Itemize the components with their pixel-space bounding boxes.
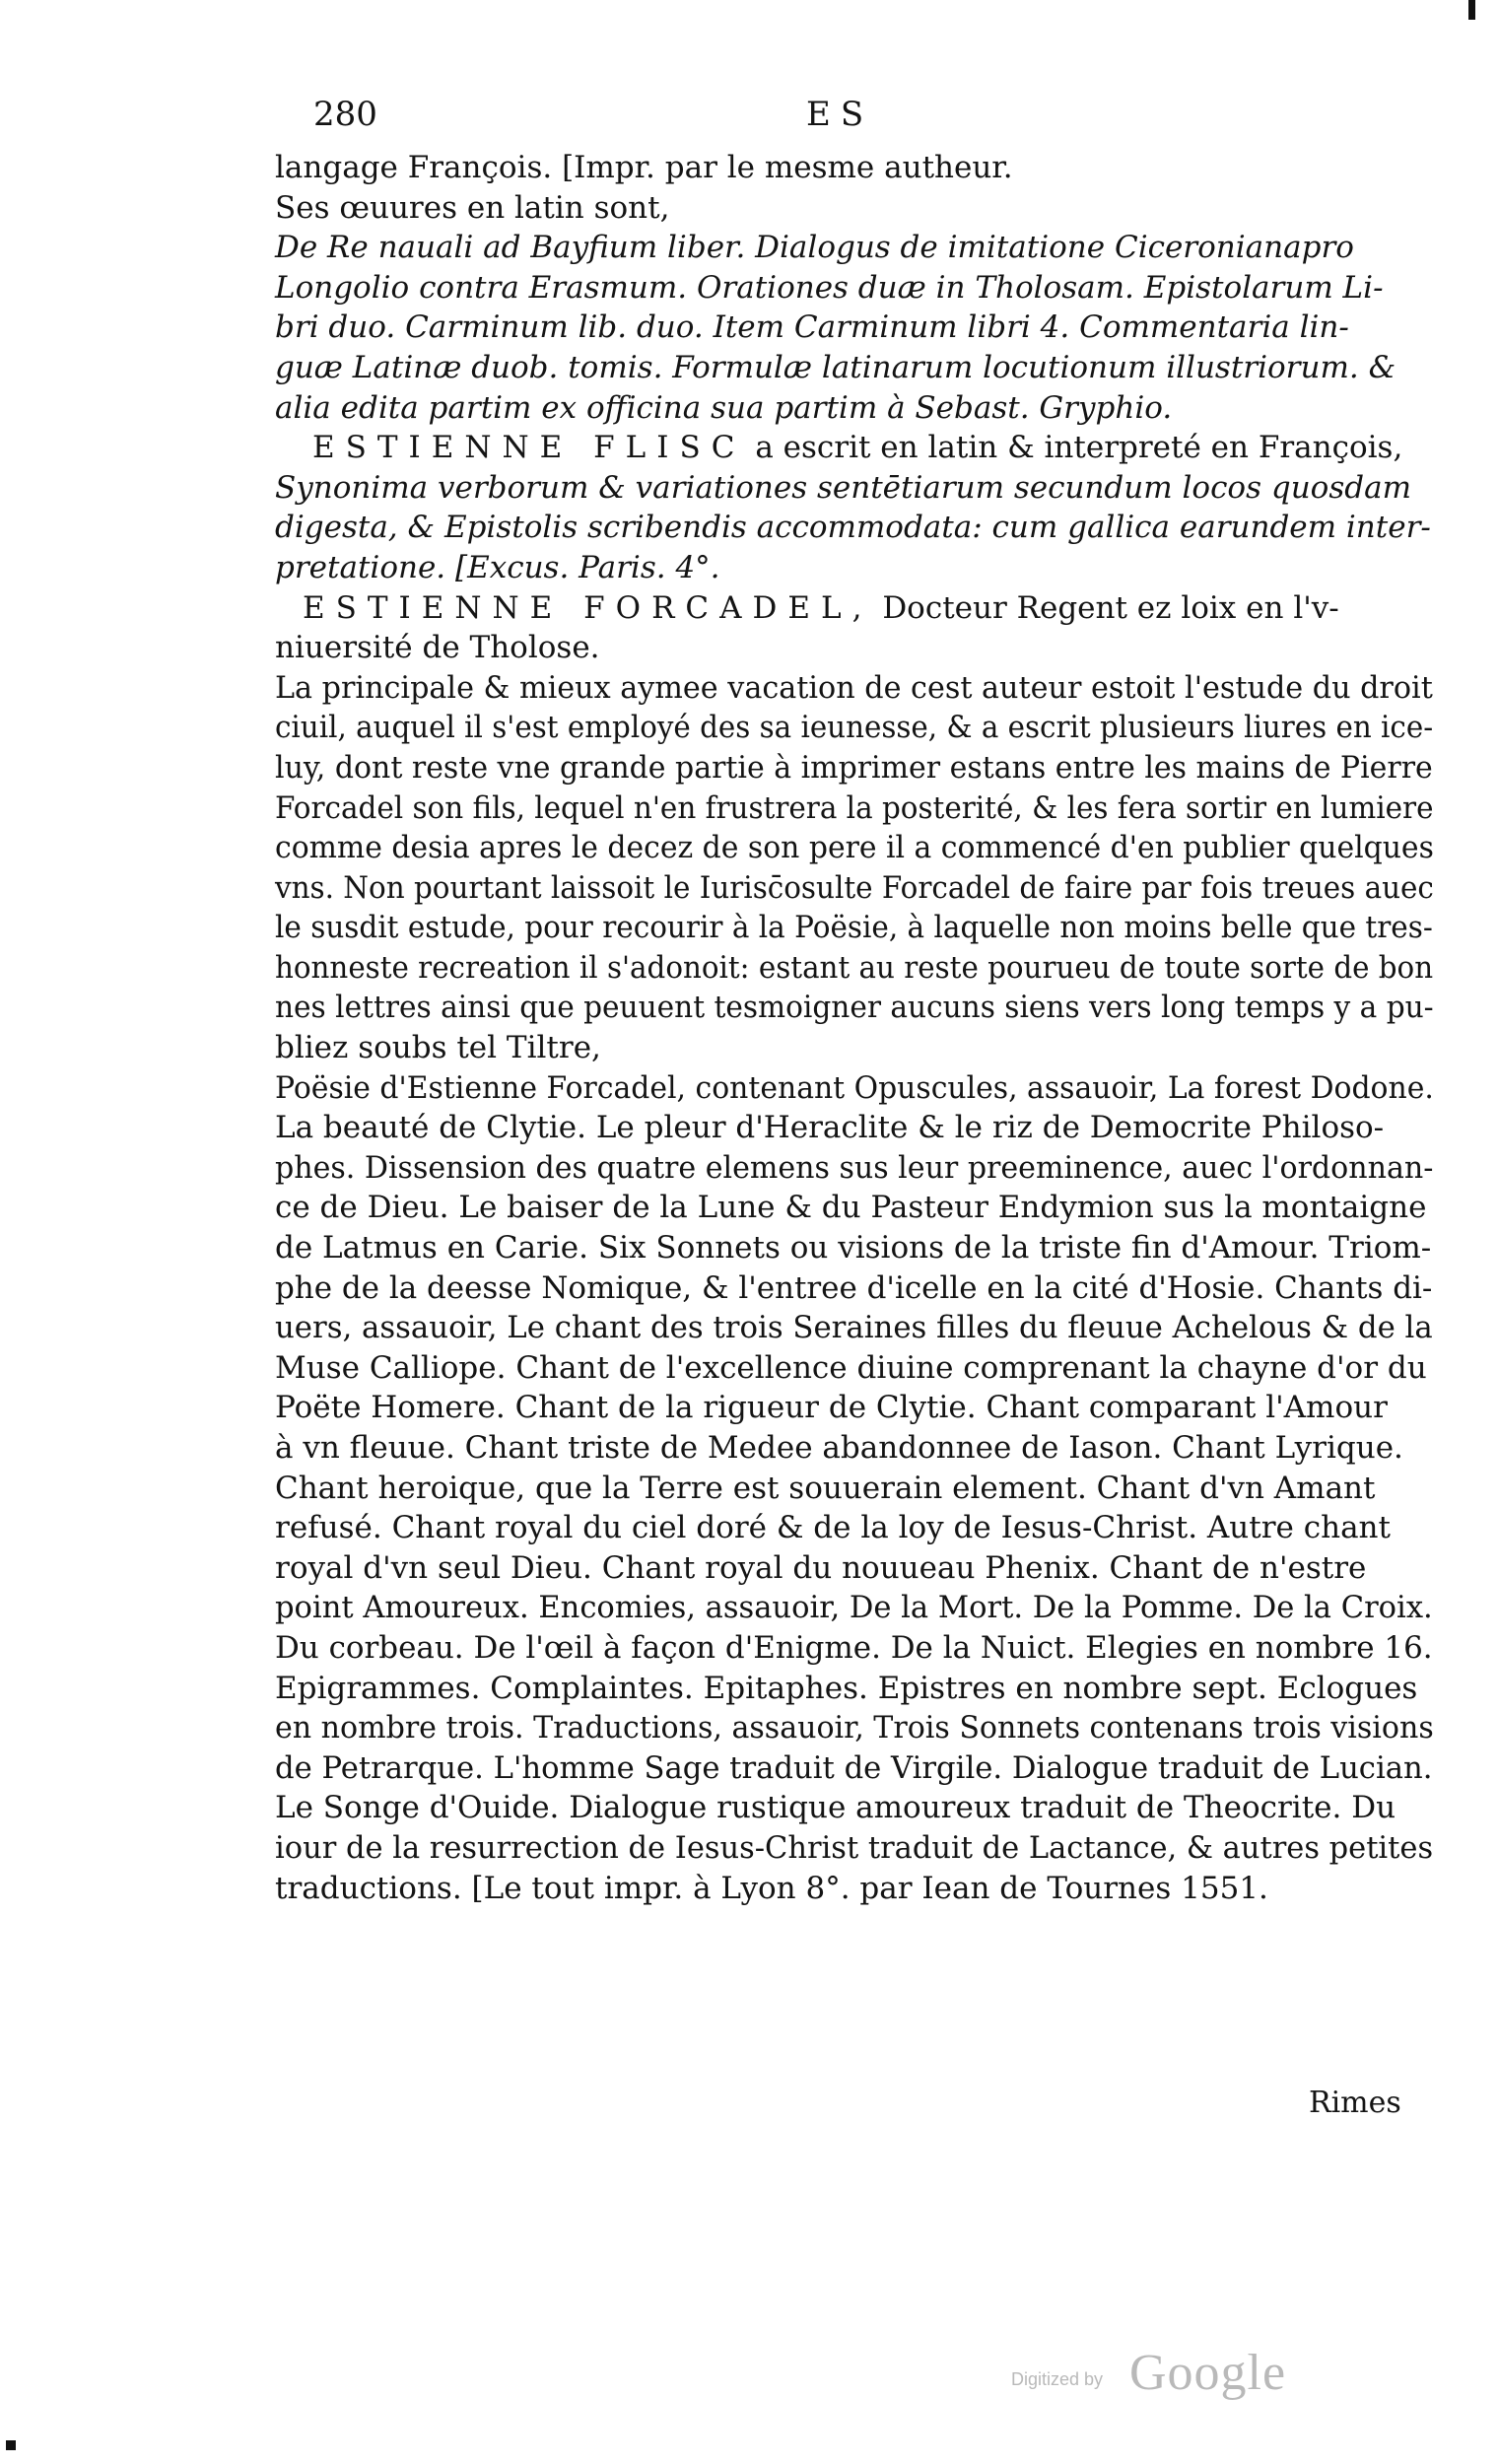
text-line: La principale & mieux aymee vacation de cest auteur estoit l'estude du droit <box>275 669 1433 706</box>
text-line: De Re nauali ad Bayfium liber. Dialogus de imitatione Ciceronianapro <box>275 230 1354 266</box>
text-line: ciuil, auquel il s'est employé des sa ieunesse, & a escrit plusieurs liures en ice- <box>275 710 1434 746</box>
text-line: refusé. Chant royal du ciel doré & de la loy de Iesus-Christ. Autre chant <box>275 1510 1391 1546</box>
entry-text: Docteur Regent ez loix en l'v- <box>882 589 1339 626</box>
edge-mark <box>1468 0 1475 20</box>
text-line <box>275 428 1433 468</box>
text-line: Le Songe d'Ouide. Dialogue rustique amoureux traduit de Theocrite. Du <box>275 1790 1396 1826</box>
text-line: pretatione. [Excus. Paris. 4°. <box>275 549 720 585</box>
digitized-by-watermark <box>1011 2344 1307 2413</box>
text-line: uers, assauoir, Le chant des trois Seraines filles du fleuue Achelous & de la <box>275 1310 1433 1346</box>
text-line: Synonima verborum & variationes sentētiarum secundum locos quosdam <box>275 469 1411 506</box>
catchword: Rimes <box>1309 2086 1401 2120</box>
text-line: Poëte Homere. Chant de la rigueur de Clytie. Chant comparant l'Amour <box>275 1390 1388 1426</box>
text-line: Ses œuures en latin sont, <box>275 189 670 226</box>
text-line: bliez soubs tel Tiltre, <box>275 1030 601 1066</box>
page-header <box>0 95 1498 144</box>
text-line: phe de la deesse Nomique, & l'entree d'icelle en la cité d'Hosie. Chants di- <box>275 1269 1433 1306</box>
page-number: 280 <box>313 95 377 134</box>
text-line: nes lettres ainsi que peuuent tesmoigner aucuns siens vers long temps y a pu- <box>275 990 1434 1026</box>
entry-text: a escrit en latin & interpreté en François, <box>755 430 1403 466</box>
text-line: Chant heroique, que la Terre est souuerain element. Chant d'vn Amant <box>275 1470 1376 1506</box>
text-line: honneste recreation il s'adonoit: estant au reste pourueu de toute sorte de bon <box>275 949 1434 986</box>
text-line: à vn fleuue. Chant triste de Medee abandonnee de Iason. Chant Lyrique. <box>275 1430 1403 1466</box>
google-logo: Google <box>1129 2345 1287 2401</box>
text-line: comme desia apres le decez de son pere il a commencé d'en publier quelques <box>275 830 1434 866</box>
text-line <box>275 588 1433 629</box>
text-line: point Amoureux. Encomies, assauoir, De la Mort. De la Pomme. De la Croix. <box>275 1590 1433 1626</box>
text-line: Muse Calliope. Chant de l'excellence diuine comprenant la chayne d'or du <box>275 1349 1427 1386</box>
entry-heading: ESTIENNE FORCADEL, <box>303 589 873 626</box>
text-line: Forcadel son fils, lequel n'en frustrera la posterité, & les fera sortir en lumiere <box>275 789 1434 826</box>
text-line: Poësie d'Estienne Forcadel, contenant Opuscules, assauoir, La forest Dodone. <box>275 1069 1434 1106</box>
text-line: Du corbeau. De l'œil à façon d'Enigme. De la Nuict. Elegies en nombre 16. <box>275 1629 1433 1666</box>
text-line: langage François. [Impr. par le mesme autheur. <box>275 150 1013 185</box>
text-line: bri duo. Carminum lib. duo. Item Carminum libri 4. Commentaria lin- <box>275 309 1349 346</box>
text-line: en nombre trois. Traductions, assauoir, Trois Sonnets contenans trois visions <box>275 1710 1434 1746</box>
text-line: de Petrarque. L'homme Sage traduit de Virgile. Dialogue traduit de Lucian. <box>275 1749 1433 1786</box>
text-line: guæ Latinæ duob. tomis. Formulæ latinarum locutionum illustriorum. & <box>275 349 1396 385</box>
text-line: le susdit estude, pour recourir à la Poësie, à laquelle non moins belle que tres- <box>275 910 1433 946</box>
text-line: luy, dont reste vne grande partie à imprimer estans entre les mains de Pierre <box>275 749 1433 786</box>
text-line: phes. Dissension des quatre elemens sus leur preeminence, auec l'ordonnan- <box>275 1149 1434 1186</box>
text-block <box>275 148 1433 1908</box>
text-line: Longolio contra Erasmum. Orationes duæ in Tholosam. Epistolarum Li- <box>275 269 1384 306</box>
text-line: La beauté de Clytie. Le pleur d'Heraclite & le riz de Democrite Philoso- <box>275 1110 1385 1146</box>
entry-heading: ESTIENNE FLISC <box>312 430 746 466</box>
corner-mark <box>6 2440 16 2450</box>
text-line: Epigrammes. Complaintes. Epitaphes. Epistres en nombre sept. Eclogues <box>275 1670 1418 1706</box>
text-line: niuersité de Tholose. <box>275 630 600 666</box>
text-line: vns. Non pourtant laissoit le Iurisc̄osulte Forcadel de faire par fois treues auec <box>275 869 1434 906</box>
text-line: alia edita partim ex officina sua partim à Sebast. Gryphio. <box>275 389 1173 426</box>
text-line: royal d'vn seul Dieu. Chant royal du nouueau Phenix. Chant de n'estre <box>275 1549 1367 1586</box>
text-line: ce de Dieu. Le baiser de la Lune & du Pasteur Endymion sus la montaigne <box>275 1190 1427 1226</box>
text-line: de Latmus en Carie. Six Sonnets ou visions de la triste fin d'Amour. Triom- <box>275 1230 1432 1266</box>
running-head: ES <box>806 95 874 134</box>
digitized-by-label: Digitized by <box>1011 2369 1104 2389</box>
text-line: digesta, & Epistolis scribendis accommodata: cum gallica earundem inter- <box>275 510 1431 546</box>
text-line: traductions. [Le tout impr. à Lyon 8°. par Iean de Tournes 1551. <box>275 1870 1268 1906</box>
text-line: iour de la resurrection de Iesus-Christ traduit de Lactance, & autres petites <box>275 1829 1434 1866</box>
